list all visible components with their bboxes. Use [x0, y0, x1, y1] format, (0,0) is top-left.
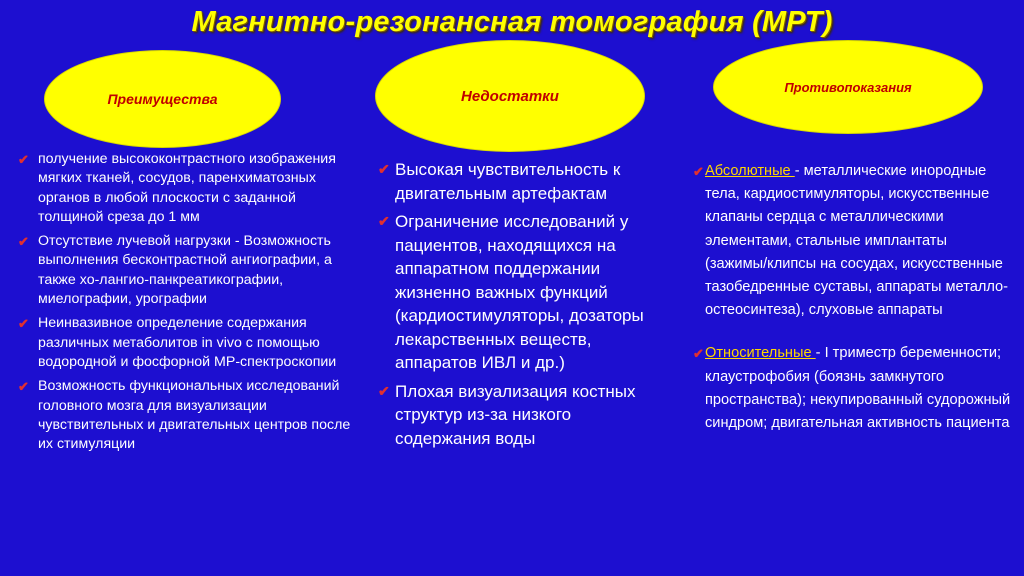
advantage-item [18, 314, 358, 372]
page-title: Магнитно-резонансная томография (МРТ) [191, 6, 833, 38]
contraindications-oval [713, 40, 983, 134]
checkmark-icon: ✔ [18, 152, 29, 167]
checkmark-icon: ✔ [18, 379, 29, 395]
checkmark-icon: ✔ [378, 161, 390, 177]
advantage-item [18, 232, 358, 309]
contraindications-heading: Противопоказания [784, 79, 912, 95]
advantage-text: Отсутствие лучевой нагрузки - Возможность выполнения бесконтрастной ангиографии, а также хо-лангио-панкреатикографии, миелографии, урографии [38, 233, 332, 308]
disadvantage-item [378, 380, 653, 451]
advantage-text: Возможность функциональных исследований головного мозга для визуализации чувствительных и двигательных центров после их стимуляции [38, 378, 351, 453]
advantage-text: Неинвазивное определение содержания различных метаболитов in vivo с помощью водородной и фосфорной МР-спектроскопии [38, 315, 337, 370]
advantages-list [18, 150, 358, 459]
disadvantages-heading: Недостатки [461, 87, 559, 105]
checkmark-icon: ✔ [378, 213, 390, 229]
disadvantages-oval [375, 40, 645, 152]
relative-contraindications [693, 342, 1013, 435]
disadvantage-item [378, 210, 653, 375]
checkmark-icon: ✔ [693, 164, 704, 179]
advantages-heading: Преимущества [107, 91, 218, 107]
absolute-contraindications [693, 160, 1013, 322]
contraindications-block [693, 160, 1013, 435]
relative-text: - I триместр беременности; клаустрофобия (боязнь замкнутого пространства); некупированный судорожный синдром; двигательная активность пациента [705, 345, 1011, 432]
disadvantage-item [378, 158, 653, 205]
advantages-oval [44, 50, 281, 148]
absolute-label: Абсолютные [705, 163, 795, 179]
advantage-text: получение высококонтрастного изображения мягких тканей, сосудов, паренхиматозных органов в любой плоскости с заданной толщиной среза до 1 мм [38, 151, 336, 225]
disadvantage-text: Высокая чувствительность к двигательным артефактам [395, 160, 621, 203]
checkmark-icon: ✔ [18, 234, 29, 250]
relative-label: Относительные [705, 345, 816, 362]
advantage-item [18, 377, 358, 454]
disadvantages-list [378, 158, 653, 455]
checkmark-icon: ✔ [18, 316, 29, 332]
disadvantage-text: Ограничение исследований у пациентов, находящихся на аппаратном поддержании жизненно важных функций (кардиостимуляторы, дозаторы лекарственных веществ, аппаратов ИВЛ и др.) [395, 212, 644, 372]
checkmark-icon: ✔ [378, 382, 390, 399]
absolute-text: - металлические инородные тела, кардиостимуляторы, искусственные клапаны сердца с металлическими элементами, стальные имплантаты (зажимы/клипсы на сосудах, искусственные тазобедренные суставы, аппараты металло-остеосинтеза), слуховые аппараты [705, 163, 1008, 319]
advantage-item [18, 150, 358, 227]
checkmark-icon: ✔ [693, 346, 704, 362]
disadvantage-text: Плохая визуализация костных структур из-за низкого содержания воды [395, 381, 636, 448]
